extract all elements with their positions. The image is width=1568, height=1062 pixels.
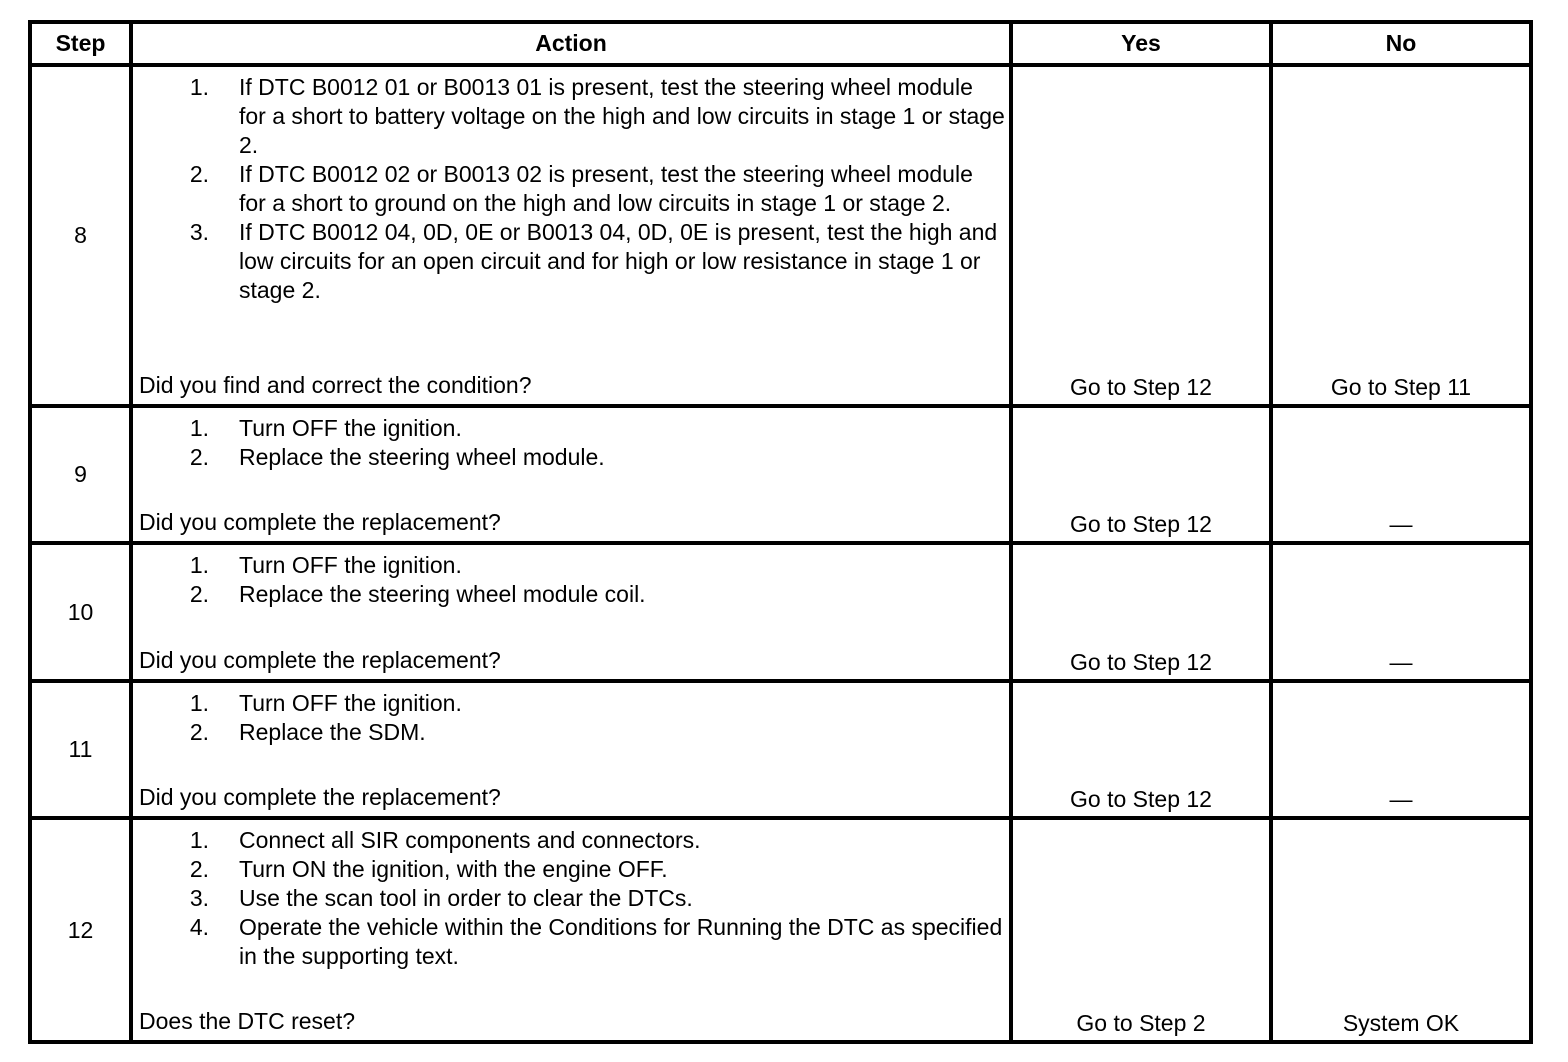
table-row — [30, 543, 1531, 681]
yes-result: Go to Step 12 — [1011, 681, 1271, 818]
step-number: 10 — [30, 543, 131, 681]
action-question: Did you complete the replacement? — [139, 509, 501, 535]
step-number: 12 — [30, 818, 131, 1042]
list-item: 1. Turn OFF the ignition. — [189, 690, 462, 716]
table-row — [30, 681, 1531, 818]
list-item: 2. Replace the steering wheel module coil. — [189, 581, 646, 607]
yes-result: Go to Step 12 — [1011, 543, 1271, 681]
no-result: — — [1271, 543, 1531, 681]
table-row — [30, 818, 1531, 1042]
action-question: Did you complete the replacement? — [139, 784, 501, 810]
action-question: Does the DTC reset? — [139, 1008, 356, 1034]
action-cell — [131, 65, 1011, 406]
no-result: — — [1271, 406, 1531, 543]
yes-result: Go to Step 12 — [1011, 406, 1271, 543]
table-row — [30, 406, 1531, 543]
list-item: 1. Turn OFF the ignition. — [189, 415, 462, 441]
header-no: No — [1271, 22, 1531, 65]
header-yes: Yes — [1011, 22, 1271, 65]
action-cell — [131, 406, 1011, 543]
action-list — [139, 551, 1009, 609]
list-item: 3. Use the scan tool in order to clear the DTCs. — [189, 885, 693, 911]
list-item: 3. If DTC B0012 04, 0D, 0E or B0013 04, 0D, 0E is present, test the high and low circuits for an open circuit and for high or low resistance in stage 1 or stage 2. — [189, 219, 998, 303]
list-item: 2. If DTC B0012 02 or B0013 02 is present, test the steering wheel module for a short to ground on the high and low circuits in stage 1 or stage 2. — [189, 161, 973, 216]
action-list — [139, 414, 1009, 472]
yes-result: Go to Step 12 — [1011, 65, 1271, 406]
action-cell — [131, 543, 1011, 681]
diagnostic-table — [28, 20, 1533, 1044]
action-list — [139, 689, 1009, 747]
list-item: 1. If DTC B0012 01 or B0013 01 is present, test the steering wheel module for a short to battery voltage on the high and low circuits in stage 1 or stage 2. — [189, 74, 1005, 158]
step-number: 9 — [30, 406, 131, 543]
list-item: 1. Connect all SIR components and connectors. — [189, 827, 701, 853]
step-number: 8 — [30, 65, 131, 406]
no-result: System OK — [1271, 818, 1531, 1042]
no-result: Go to Step 11 — [1271, 65, 1531, 406]
action-question: Did you complete the replacement? — [139, 647, 501, 673]
list-item: 1. Turn OFF the ignition. — [189, 552, 462, 578]
header-step: Step — [30, 22, 131, 65]
header-row — [30, 22, 1531, 65]
action-question: Did you find and correct the condition? — [139, 372, 532, 398]
action-list — [139, 73, 1009, 305]
action-cell — [131, 681, 1011, 818]
list-item: 4. Operate the vehicle within the Conditions for Running the DTC as specified in the supporting text. — [189, 914, 1003, 969]
step-number: 11 — [30, 681, 131, 818]
yes-result: Go to Step 2 — [1011, 818, 1271, 1042]
no-result: — — [1271, 681, 1531, 818]
list-item: 2. Turn ON the ignition, with the engine OFF. — [189, 856, 668, 882]
header-action: Action — [131, 22, 1011, 65]
table-row — [30, 65, 1531, 406]
list-item: 2. Replace the steering wheel module. — [189, 444, 605, 470]
action-list — [139, 826, 1009, 971]
list-item: 2. Replace the SDM. — [189, 719, 426, 745]
action-cell — [131, 818, 1011, 1042]
